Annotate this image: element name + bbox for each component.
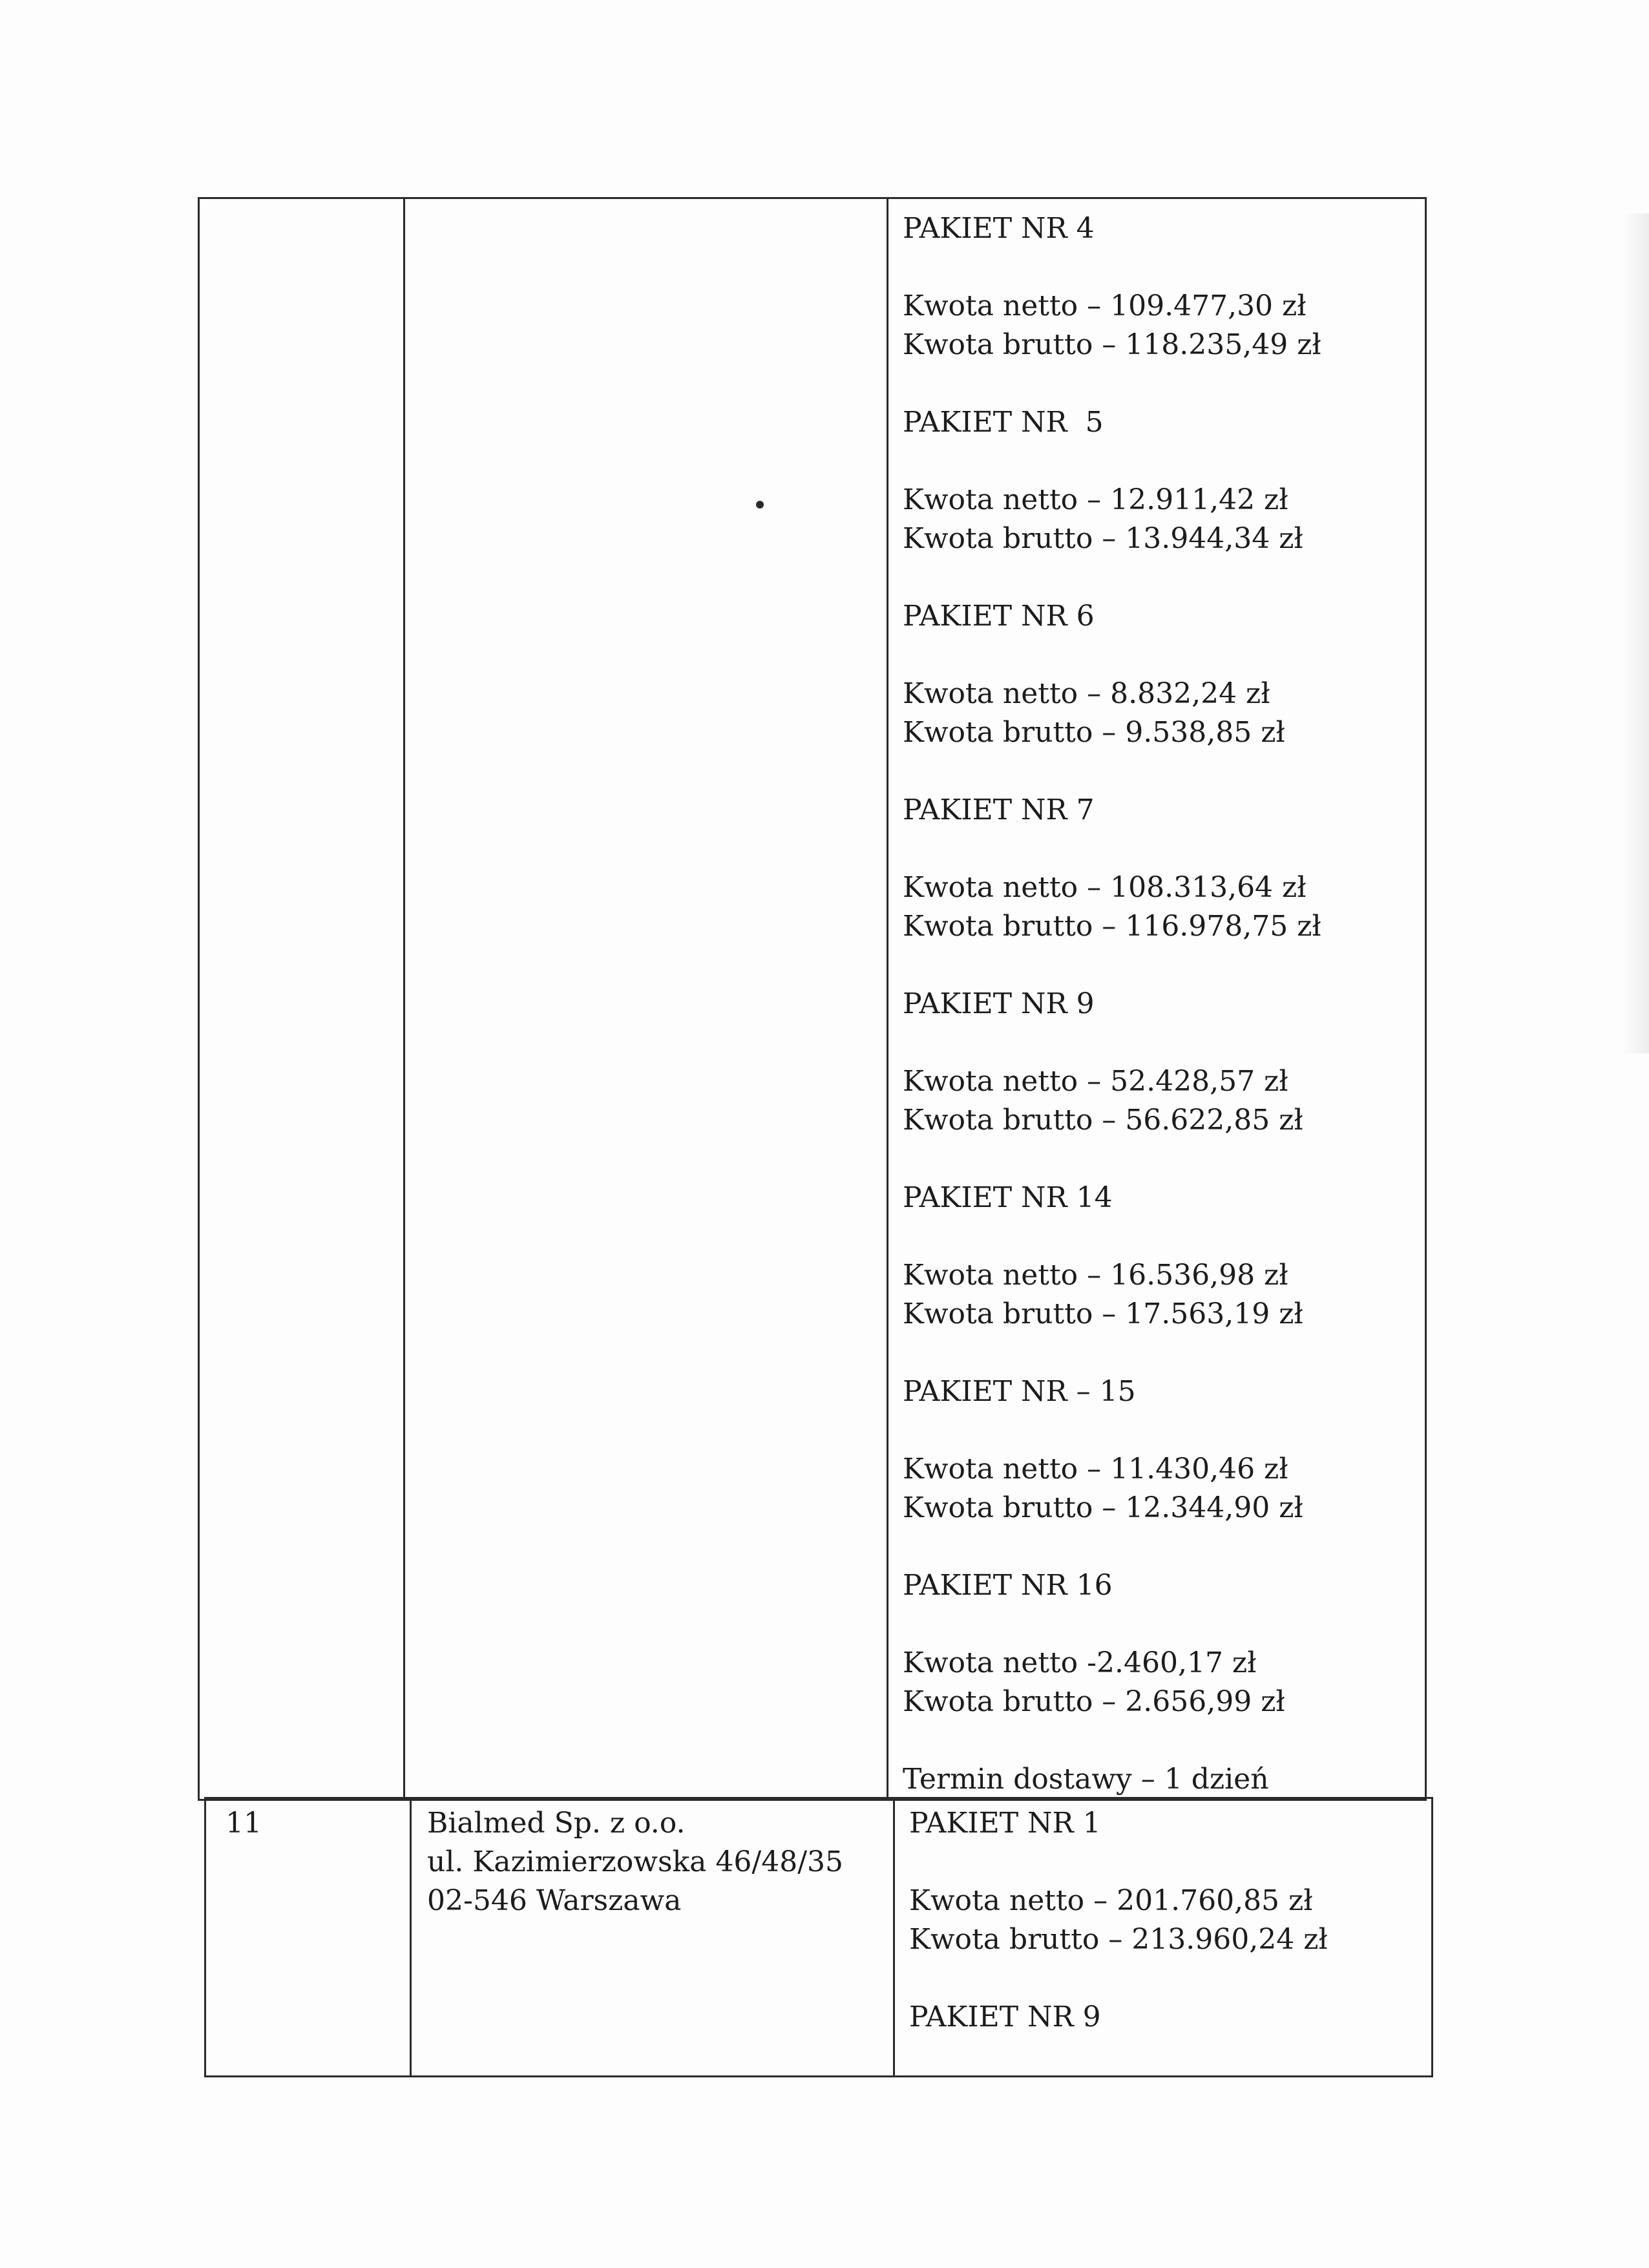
company-name: Bialmed Sp. z o.o. xyxy=(427,1807,686,1840)
gross-amount: Kwota brutto – 17.563,19 zł xyxy=(903,1297,1303,1330)
offers-table-continued xyxy=(198,197,1427,1801)
offer-cell xyxy=(888,198,1426,1800)
company-address xyxy=(412,1799,893,1920)
gross-amount: Kwota brutto – 118.235,49 zł xyxy=(903,328,1321,361)
row-number-cell xyxy=(205,1798,411,2077)
net-amount: Kwota netto – 109.477,30 zł xyxy=(903,289,1307,322)
delivery-term: Termin dostawy – 1 dzień xyxy=(903,1763,1269,1796)
package-15 xyxy=(903,1372,1425,1528)
offers-table-row-11 xyxy=(204,1797,1433,2077)
package-7 xyxy=(903,791,1425,946)
scan-edge-shadow xyxy=(1623,213,1649,1053)
package-title: PAKIET NR 14 xyxy=(903,1181,1113,1214)
package-9 xyxy=(909,1998,1431,2037)
company-cell xyxy=(404,198,888,1800)
net-amount: Kwota netto – 11.430,46 zł xyxy=(903,1453,1288,1486)
gross-amount: Kwota brutto – 2.656,99 zł xyxy=(903,1685,1285,1718)
package-6 xyxy=(903,597,1425,752)
company-city: 02-546 Warszawa xyxy=(427,1884,682,1917)
package-title: PAKIET NR 6 xyxy=(903,600,1095,633)
net-amount: Kwota netto – 12.911,42 zł xyxy=(903,483,1288,516)
gross-amount: Kwota brutto – 9.538,85 zł xyxy=(903,716,1285,749)
net-amount: Kwota netto -2.460,17 zł xyxy=(903,1646,1257,1679)
net-amount: Kwota netto – 52.428,57 zł xyxy=(903,1065,1288,1098)
package-14 xyxy=(903,1179,1425,1334)
row-number: 11 xyxy=(226,1807,262,1840)
package-16 xyxy=(903,1566,1425,1721)
package-title: PAKIET NR 9 xyxy=(909,2000,1101,2033)
gross-amount: Kwota brutto – 116.978,75 zł xyxy=(903,910,1321,943)
package-1 xyxy=(909,1804,1431,1959)
offer-cell xyxy=(894,1798,1433,2077)
company-street: ul. Kazimierzowska 46/48/35 xyxy=(427,1845,844,1878)
package-9 xyxy=(903,985,1425,1140)
gross-amount: Kwota brutto – 56.622,85 zł xyxy=(903,1104,1303,1137)
company-cell xyxy=(411,1798,894,2077)
net-amount: Kwota netto – 108.313,64 zł xyxy=(903,871,1307,904)
package-4 xyxy=(903,209,1425,364)
package-title: PAKIET NR 16 xyxy=(903,1569,1113,1602)
net-amount: Kwota netto – 16.536,98 zł xyxy=(903,1259,1288,1292)
package-title: PAKIET NR 1 xyxy=(909,1807,1101,1840)
row-number-cell xyxy=(199,198,404,1800)
package-title: PAKIET NR 7 xyxy=(903,793,1095,826)
net-amount: Kwota netto – 8.832,24 zł xyxy=(903,677,1270,710)
package-title: PAKIET NR 9 xyxy=(903,987,1095,1020)
table-row xyxy=(205,1798,1433,2077)
scan-dot xyxy=(756,501,764,509)
package-5 xyxy=(903,403,1425,558)
net-amount: Kwota netto – 201.760,85 zł xyxy=(909,1884,1313,1917)
offer-list xyxy=(888,199,1425,1799)
package-title: PAKIET NR – 15 xyxy=(903,1375,1136,1408)
gross-amount: Kwota brutto – 12.344,90 zł xyxy=(903,1491,1303,1524)
table-row xyxy=(199,198,1426,1800)
package-title: PAKIET NR 5 xyxy=(903,406,1104,439)
gross-amount: Kwota brutto – 213.960,24 zł xyxy=(909,1923,1328,1956)
package-title: PAKIET NR 4 xyxy=(903,212,1095,245)
gross-amount: Kwota brutto – 13.944,34 zł xyxy=(903,522,1303,555)
offer-list xyxy=(895,1799,1431,2037)
